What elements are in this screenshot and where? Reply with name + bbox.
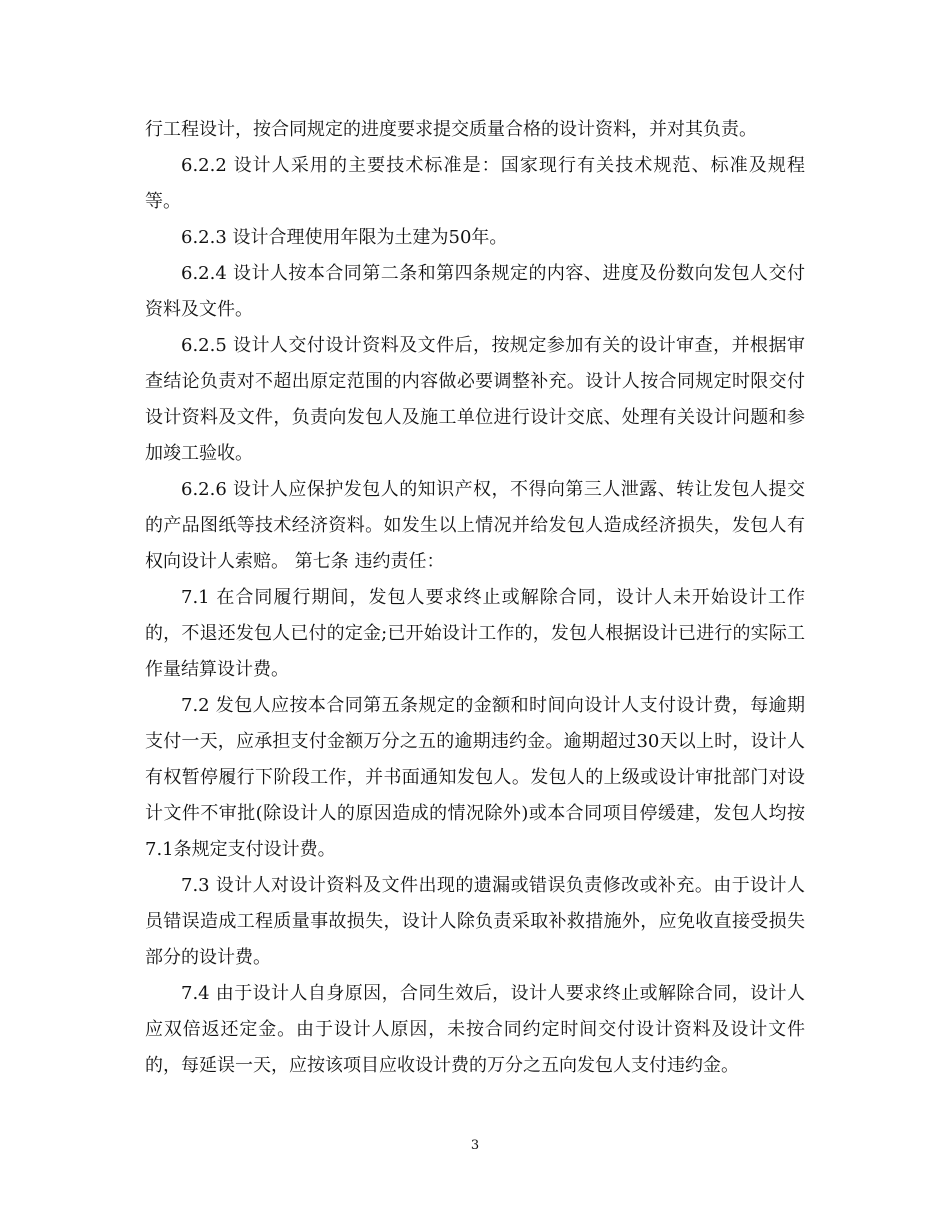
paragraph-6-2-6: 6.2.6 设计人应保护发包人的知识产权，不得向第三人泄露、转让发包人提交的产品图纸等技术经济资料。如发生以上情况并给发包人造成经济损失，发包人有权向设计人索赔。 第七条 违约责任： <box>145 479 805 572</box>
paragraph-6-2-5: 6.2.5 设计人交付设计资料及文件后，按规定参加有关的设计审查，并根据审查结论负责对不超出原定范围的内容做必要调整补充。设计人按合同规定时限交付设计资料及文件，负责向发包人及施工单位进行设计交底、处理有关设计问题和参加竣工验收。 <box>145 335 805 464</box>
paragraph-6-2-4: 6.2.4 设计人按本合同第二条和第四条规定的内容、进度及份数向发包人交付资料及文件。 <box>145 263 805 320</box>
document-body <box>145 112 805 1084</box>
paragraph-7-4: 7.4 由于设计人自身原因，合同生效后，设计人要求终止或解除合同，设计人应双倍返还定金。由于设计人原因，未按合同约定时间交付设计资料及设计文件的，每延误一天，应按该项目应收设计费的万分之五向发包人支付违约金。 <box>145 983 805 1076</box>
paragraph-7-1: 7.1 在合同履行期间，发包人要求终止或解除合同，设计人未开始设计工作的，不退还发包人已付的定金;已开始设计工作的，发包人根据设计已进行的实际工作量结算设计费。 <box>145 587 805 680</box>
paragraph-6-2-2: 6.2.2 设计人采用的主要技术标准是：国家现行有关技术规范、标准及规程等。 <box>145 155 805 212</box>
paragraph-continuation: 行工程设计，按合同规定的进度要求提交质量合格的设计资料，并对其负责。 <box>145 119 757 140</box>
page-number: 3 <box>470 1138 480 1153</box>
paragraph-7-2: 7.2 发包人应按本合同第五条规定的金额和时间向设计人支付设计费，每逾期支付一天，应承担支付金额万分之五的逾期违约金。逾期超过30天以上时，设计人有权暂停履行下阶段工作，并书面通知发包人。发包人的上级或设计审批部门对设计文件不审批(除设计人的原因造成的情况除外)或本合同项目停缓建，发包人均按7.1条规定支付设计费。 <box>145 695 805 860</box>
paragraph-7-3: 7.3 设计人对设计资料及文件出现的遗漏或错误负责修改或补充。由于设计人员错误造成工程质量事故损失，设计人除负责采取补救措施外，应免收直接受损失部分的设计费。 <box>145 875 805 968</box>
paragraph-6-2-3: 6.2.3 设计合理使用年限为土建为50年。 <box>181 227 508 248</box>
